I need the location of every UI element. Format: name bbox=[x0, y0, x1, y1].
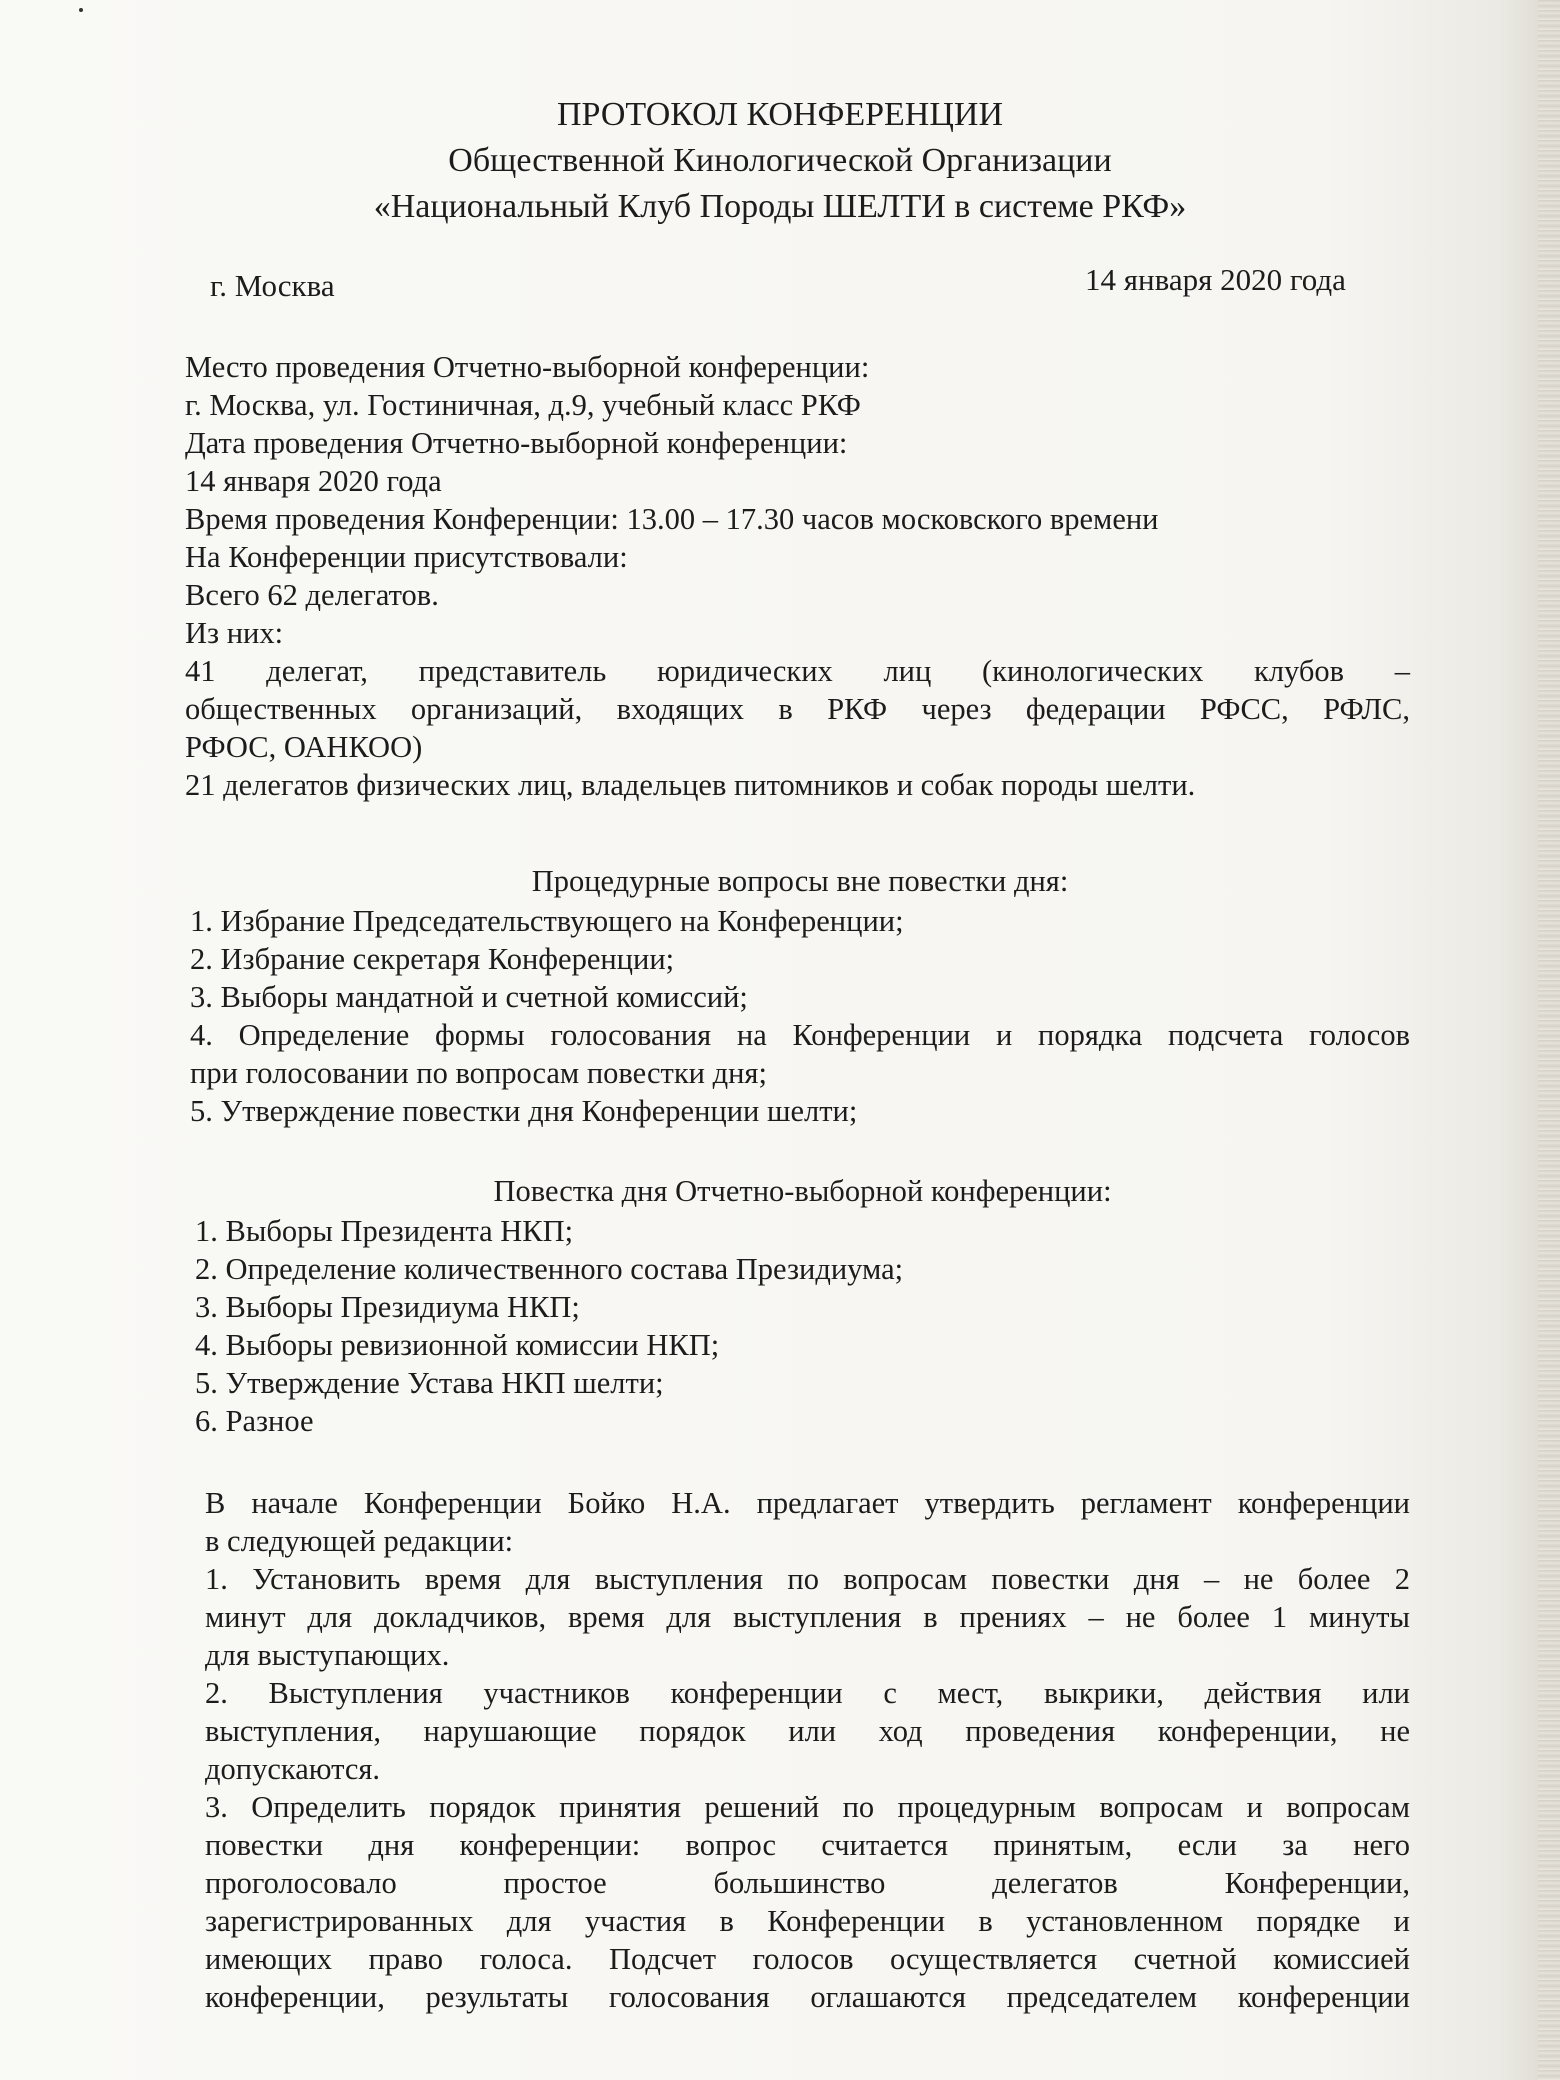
info-line: Место проведения Отчетно-выборной конференции: bbox=[185, 350, 870, 384]
document-date: 14 января 2020 года bbox=[1085, 262, 1346, 297]
info-line: 14 января 2020 года bbox=[185, 464, 442, 498]
procedural-item: 1. Избрание Председательствующего на Конференции; bbox=[190, 904, 904, 938]
agenda-item: 2. Определение количественного состава Президиума; bbox=[195, 1252, 904, 1286]
regulation-line: имеющих право голоса. Подсчет голосов осуществляется счетной комиссией bbox=[205, 1942, 1410, 1976]
info-line: На Конференции присутствовали: bbox=[185, 540, 628, 574]
paper-edge bbox=[1538, 0, 1560, 2080]
regulation-line: повестки дня конференции: вопрос считается принятым, если за него bbox=[205, 1828, 1410, 1862]
regulation-line: В начале Конференции Бойко Н.А. предлагает утвердить регламент конференции bbox=[205, 1486, 1410, 1520]
regulation-line: для выступающих. bbox=[205, 1638, 450, 1672]
procedural-item: 2. Избрание секретаря Конференции; bbox=[190, 942, 675, 976]
agenda-item: 3. Выборы Президиума НКП; bbox=[195, 1290, 580, 1324]
regulation-line: минут для докладчиков, время для выступления в прениях – не более 1 минуты bbox=[205, 1600, 1410, 1634]
delegates-physical-line: 21 делегатов физических лиц, владельцев питомников и собак породы шелти. bbox=[185, 768, 1196, 802]
info-line: г. Москва, ул. Гостиничная, д.9, учебный класс РКФ bbox=[185, 388, 861, 422]
delegates-legal-line: общественных организаций, входящих в РКФ через федерации РФСС, РФЛС, bbox=[185, 692, 1410, 726]
regulation-line: конференции, результаты голосования оглашаются председателем конференции bbox=[205, 1980, 1410, 2014]
info-line: Время проведения Конференции: 13.00 – 17.30 часов московского времени bbox=[185, 502, 1159, 536]
procedural-title: Процедурные вопросы вне повестки дня: bbox=[531, 864, 1069, 898]
document-title: ПРОТОКОЛ КОНФЕРЕНЦИИ bbox=[556, 96, 1004, 133]
regulation-line: проголосовало простое большинство делегатов Конференции, bbox=[205, 1866, 1410, 1900]
regulation-line: выступления, нарушающие порядок или ход проведения конференции, не bbox=[205, 1714, 1410, 1748]
procedural-item: при голосовании по вопросам повестки дня; bbox=[190, 1056, 767, 1090]
procedural-questions bbox=[190, 862, 1410, 1130]
info-line: Из них: bbox=[185, 616, 284, 650]
regulation-line: допускаются. bbox=[205, 1752, 381, 1786]
delegates-legal-line: РФОС, ОАНКОО) bbox=[185, 730, 423, 764]
regulation-line: 2. Выступления участников конференции с мест, выкрики, действия или bbox=[205, 1676, 1410, 1710]
agenda-title: Повестка дня Отчетно-выборной конференции: bbox=[493, 1174, 1112, 1208]
procedural-item: 3. Выборы мандатной и счетной комиссий; bbox=[190, 980, 748, 1014]
scan-speck bbox=[79, 8, 83, 12]
delegates-legal-line: 41 делегат, представитель юридических лиц (кинологических клубов – bbox=[185, 654, 1410, 688]
document-header bbox=[0, 92, 1560, 230]
regulation bbox=[205, 1484, 1410, 2016]
club-name: «Национальный Клуб Породы ШЕЛТИ в системе РКФ» bbox=[373, 188, 1187, 225]
city: г. Москва bbox=[210, 268, 335, 303]
regulation-line: 1. Установить время для выступления по вопросам повестки дня – не более 2 bbox=[205, 1562, 1410, 1596]
info-line: Дата проведения Отчетно-выборной конференции: bbox=[185, 426, 848, 460]
conference-info bbox=[185, 348, 1410, 804]
info-line: Всего 62 делегатов. bbox=[185, 578, 439, 612]
procedural-item: 5. Утверждение повестки дня Конференции шелти; bbox=[190, 1094, 858, 1128]
agenda-item: 1. Выборы Президента НКП; bbox=[195, 1214, 574, 1248]
procedural-item: 4. Определение формы голосования на Конференции и порядка подсчета голосов bbox=[190, 1018, 1410, 1052]
agenda-item: 4. Выборы ревизионной комиссии НКП; bbox=[195, 1328, 720, 1362]
agenda-item: 6. Разное bbox=[195, 1404, 314, 1438]
regulation-line: зарегистрированных для участия в Конференции в установленном порядке и bbox=[205, 1904, 1410, 1938]
agenda-item: 5. Утверждение Устава НКП шелти; bbox=[195, 1366, 664, 1400]
agenda bbox=[195, 1172, 1410, 1440]
organization-name: Общественной Кинологической Организации bbox=[448, 142, 1112, 179]
regulation-line: в следующей редакции: bbox=[205, 1524, 514, 1558]
regulation-line: 3. Определить порядок принятия решений по процедурным вопросам и вопросам bbox=[205, 1790, 1410, 1824]
